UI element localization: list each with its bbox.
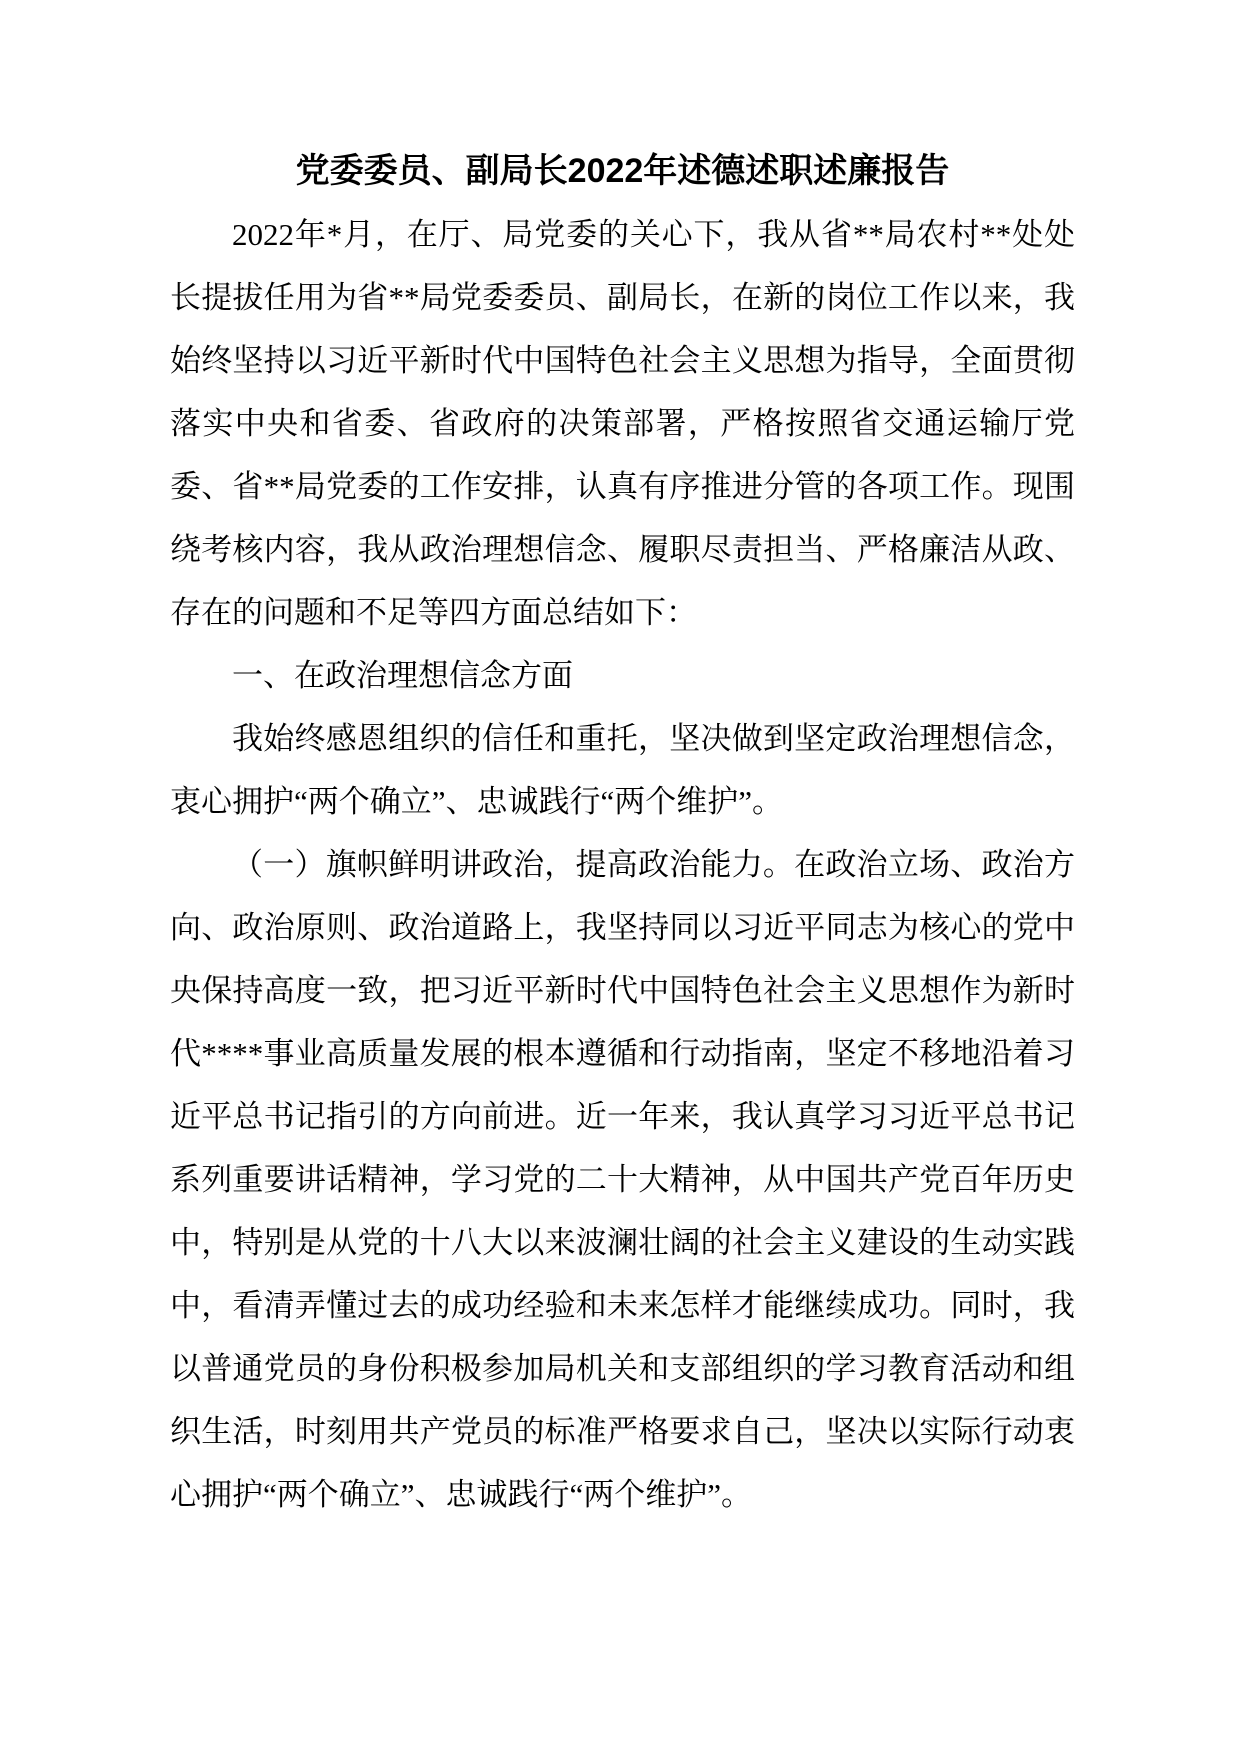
- paragraph-commitment: 我始终感恩组织的信任和重托，坚决做到坚定政治理想信念，衷心拥护“两个确立”、忠诚践行“两个维护”。: [170, 721, 1075, 819]
- section-heading-political-beliefs: 一、在政治理想信念方面: [232, 658, 573, 693]
- paragraph-political-stance: （一）旗帜鲜明讲政治，提高政治能力。在政治立场、政治方向、政治原则、政治道路上，我坚持同以习近平同志为核心的党中央保持高度一致，把习近平新时代中国特色社会主义思想作为新时代****事业高质量发展的根本遵循和行动指南，坚定不移地沿着习近平总书记指引的方向前进。近一年来，我认真学习习近平总书记系列重要讲话精神，学习党的二十大精神，从中国共产党百年历史中，特别是从党的十八大以来波澜壮阔的社会主义建设的生动实践中，看清弄懂过去的成功经验和未来怎样才能继续成功。同时，我以普通党员的身份积极参加局机关和支部组织的学习教育活动和组织生活，时刻用共产党员的标准严格要求自己，坚决以实际行动衷心拥护“两个确立”、忠诚践行“两个维护”。: [170, 847, 1075, 1512]
- document-title: 党委委员、副局长2022年述德述职述廉报告: [295, 152, 950, 190]
- paragraph-intro: 2022年*月，在厅、局党委的关心下，我从省**局农村**处处长提拔任用为省**局党委委员、副局长，在新的岗位工作以来，我始终坚持以习近平新时代中国特色社会主义思想为指导，全面贯彻落实中央和省委、省政府的决策部署，严格按照省交通运输厅党委、省**局党委的工作安排，认真有序推进分管的各项工作。现围绕考核内容，我从政治理想信念、履职尽责担当、严格廉洁从政、存在的问题和不足等四方面总结如下：: [170, 217, 1075, 630]
